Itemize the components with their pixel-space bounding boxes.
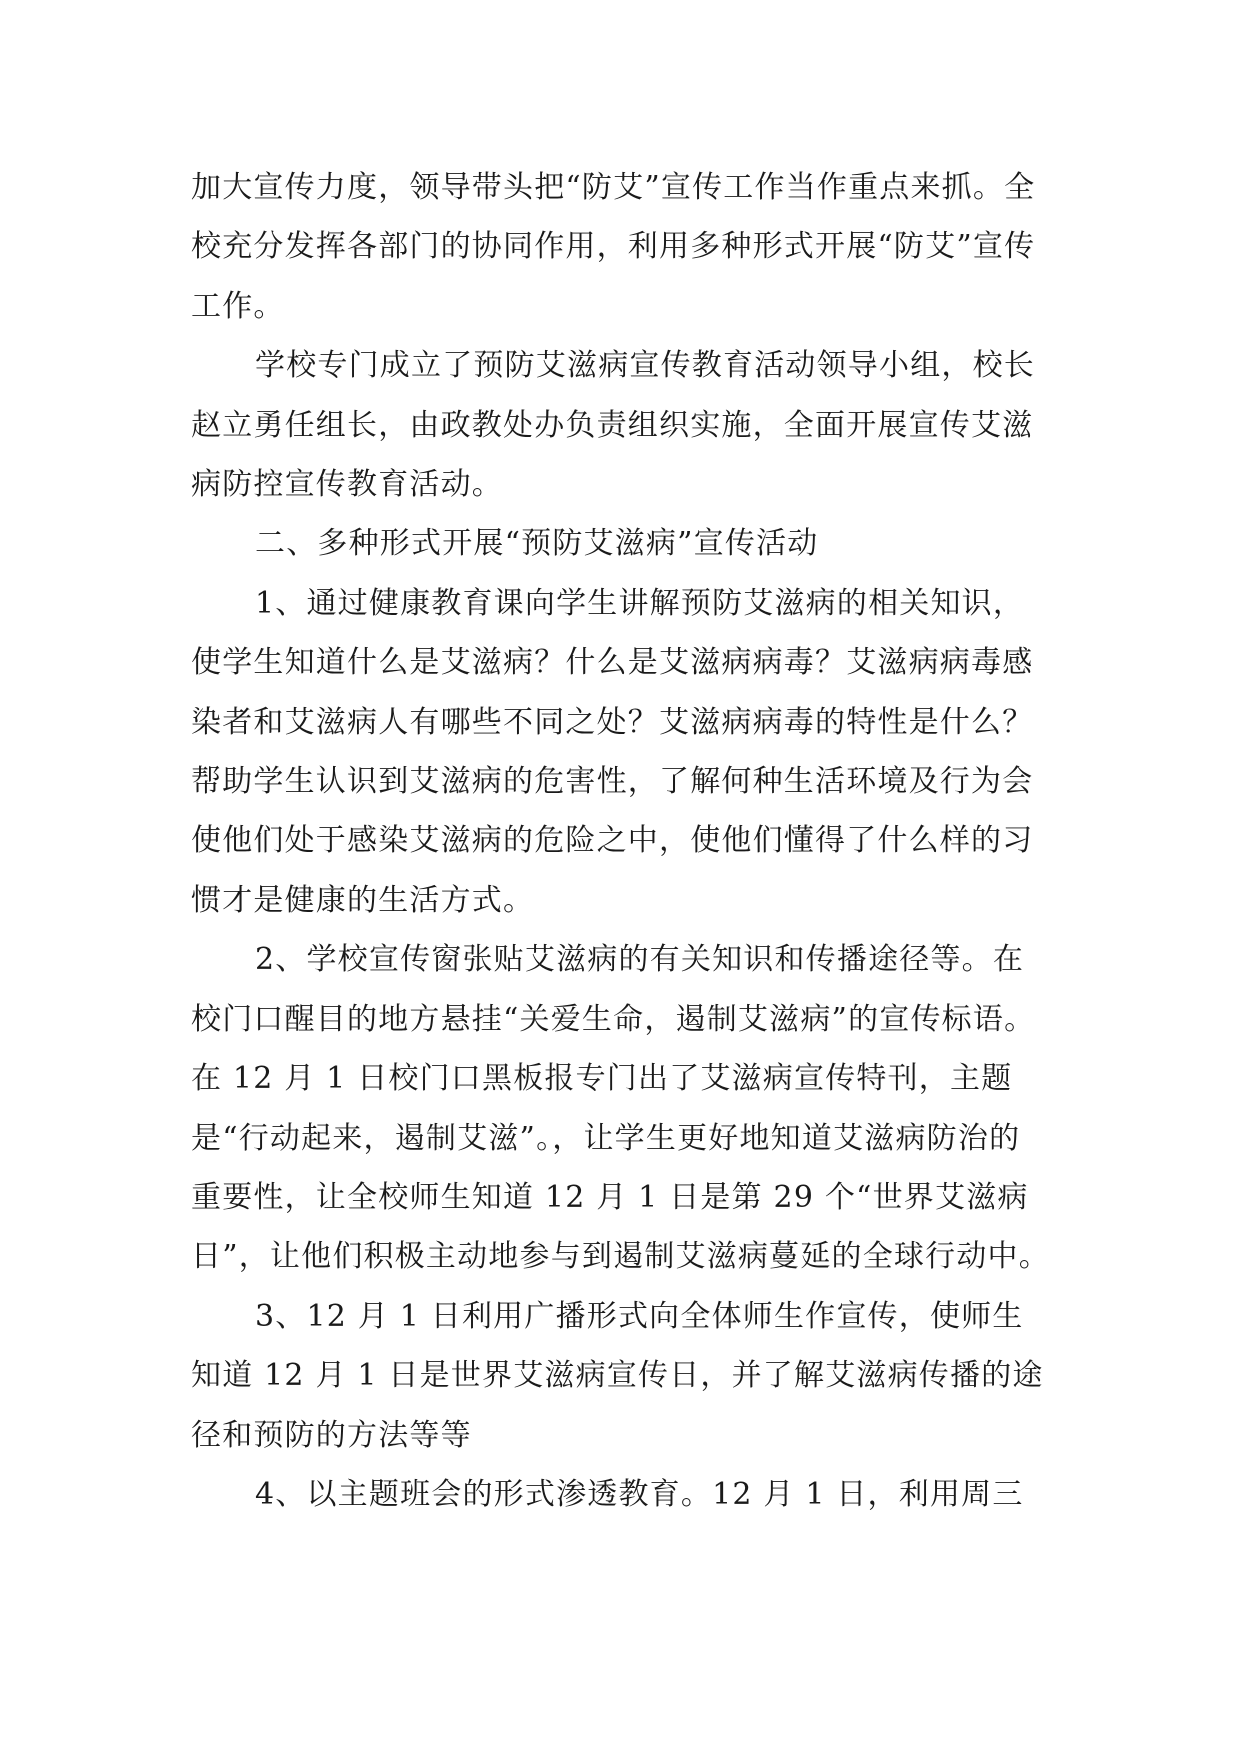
paragraph-item-3: 3、12 月 1 日利用广播形式向全体师生作宣传，使师生知道 12 月 1 日是世界艾滋病宣传日，并了解艾滋病传播的途径和预防的方法等等 xyxy=(191,1298,1044,1453)
paragraph-leadership-group: 学校专门成立了预防艾滋病宣传教育活动领导小组，校长赵立勇任组长，由政教处办负责组织实施，全面开展宣传艾滋病防控宣传教育活动。 xyxy=(191,348,1035,503)
document-body xyxy=(191,158,1051,1524)
paragraph-item-1: 1、通过健康教育课向学生讲解预防艾滋病的相关知识，使学生知道什么是艾滋病？什么是艾滋病病毒？艾滋病病毒感染者和艾滋病人有哪些不同之处？艾滋病病毒的特性是什么？帮助学生认识到艾滋病的危害性，了解何种生活环境及行为会使他们处于感染艾滋病的危险之中，使他们懂得了什么样的习惯才是健康的生活方式。 xyxy=(191,585,1034,918)
section-heading-2: 二、多种形式开展“预防艾滋病”宣传活动 xyxy=(255,526,819,562)
paragraph-intro: 加大宣传力度，领导带头把“防艾”宣传工作当作重点来抓。全校充分发挥各部门的协同作用，利用多种形式开展“防艾”宣传工作。 xyxy=(191,170,1036,324)
paragraph-item-2: 2、学校宣传窗张贴艾滋病的有关知识和传播途径等。在校门口醒目的地方悬挂“关爱生命，遏制艾滋病”的宣传标语。在 12 月 1 日校门口黑板报专门出了艾滋病宣传特刊，主题是“行动起来，遏制艾滋”。，让学生更好地知道艾滋病防治的重要性，让全校师生知道 12 月 1 日是第 29 个“世界艾滋病日”，让他们积极主动地参与到遏制艾滋病蔓延的全球行动中。 xyxy=(191,942,1050,1275)
paragraph-item-4: 4、以主题班会的形式渗透教育。12 月 1 日，利用周三 xyxy=(255,1476,1024,1512)
